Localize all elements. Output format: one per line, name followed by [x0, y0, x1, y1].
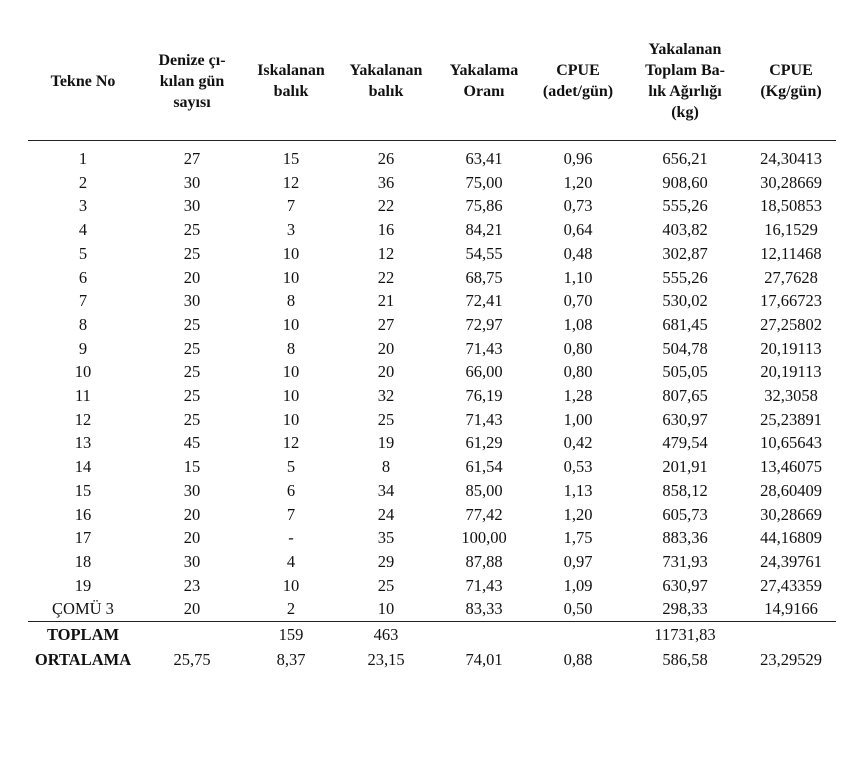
- table-row: [28, 218, 836, 242]
- footer-cell: 23,15: [367, 650, 405, 670]
- table-cell: 681,45: [662, 314, 708, 334]
- table-cell: 29: [377, 551, 395, 571]
- table-cell: 18,50853: [760, 196, 822, 216]
- table-cell: 30,28669: [760, 172, 822, 192]
- table-cell: 0,96: [563, 149, 593, 168]
- column-header-line: (kg): [671, 104, 699, 121]
- table-cell: 0,70: [563, 291, 593, 311]
- table-cell: 10: [282, 362, 300, 382]
- table-cell: 605,73: [662, 504, 708, 524]
- table-cell: 0,48: [563, 243, 593, 263]
- column-header-line: Iskalanan: [257, 62, 325, 79]
- table-cell: 2: [246, 597, 336, 621]
- table-cell: 30: [183, 172, 201, 192]
- table-cell: 8: [286, 291, 296, 311]
- table-cell: 0,80: [563, 338, 593, 358]
- table-row: [28, 597, 836, 621]
- table-cell: 25: [183, 314, 201, 334]
- table-cell: 23: [183, 575, 201, 595]
- column-header: [624, 36, 746, 141]
- table-cell: 20: [183, 504, 201, 524]
- table-cell: 1,00: [563, 409, 593, 429]
- table-cell: 19: [377, 433, 395, 453]
- table-cell: 0,80: [563, 362, 593, 382]
- table-cell: 10: [282, 267, 300, 287]
- table-cell: 25,23891: [760, 409, 822, 429]
- table-cell: 30: [183, 196, 201, 216]
- table-cell: 19: [74, 575, 92, 595]
- table-row: [28, 479, 836, 503]
- column-header-line: kılan gün: [159, 72, 225, 90]
- footer-cell: 0,88: [563, 650, 593, 670]
- table-cell: 30: [183, 551, 201, 571]
- column-header: [532, 36, 624, 141]
- column-header: [336, 36, 436, 141]
- table-cell: 25: [183, 386, 201, 406]
- table-row: [28, 408, 836, 432]
- table-cell: -: [288, 528, 294, 548]
- table-row: [28, 242, 836, 266]
- table-row: [28, 431, 836, 455]
- table-cell: 16,1529: [764, 220, 818, 240]
- fishing-data-table: [28, 36, 836, 672]
- table-row: [28, 574, 836, 598]
- table-row: [28, 550, 836, 574]
- data-table-container: [28, 36, 836, 672]
- table-row: [28, 266, 836, 290]
- table-cell: 908,60: [662, 172, 708, 192]
- column-header-line: balık: [368, 83, 404, 100]
- table-cell: 20: [377, 362, 395, 382]
- table-cell: 17: [74, 528, 92, 548]
- header-row: [28, 36, 836, 141]
- table-cell: 883,36: [662, 528, 708, 548]
- table-cell: 7: [78, 291, 88, 311]
- column-header-line: sayısı: [173, 93, 211, 111]
- table-cell: 28,60409: [760, 480, 822, 500]
- table-cell: 30: [183, 291, 201, 311]
- column-header: [746, 36, 836, 141]
- column-header-line: Yakalanan: [648, 41, 722, 58]
- table-cell: 807,65: [662, 386, 708, 406]
- table-cell: 75,86: [465, 196, 503, 216]
- table-cell: 1,20: [563, 504, 593, 524]
- table-cell: 72,97: [465, 314, 503, 334]
- totals-row: [28, 622, 836, 648]
- table-cell: 17,66723: [760, 291, 822, 311]
- table-cell: 18: [74, 551, 92, 571]
- table-cell: 83,33: [436, 597, 532, 621]
- table-cell: 27,7628: [764, 267, 818, 287]
- table-cell: 403,82: [662, 220, 708, 240]
- table-row: [28, 360, 836, 384]
- table-row: [28, 526, 836, 550]
- table-cell: 20: [183, 528, 201, 548]
- table-cell: 63,41: [465, 149, 503, 168]
- column-header-line: Tekne No: [50, 72, 116, 90]
- table-cell: 20: [377, 338, 395, 358]
- table-cell: 26: [377, 149, 395, 168]
- table-cell: 7: [286, 504, 296, 524]
- table-cell: 2: [78, 172, 88, 192]
- table-cell: 25: [183, 243, 201, 263]
- table-cell: 555,26: [662, 267, 708, 287]
- table-row: [28, 455, 836, 479]
- table-cell: 8: [78, 314, 88, 334]
- table-cell: 32,3058: [764, 386, 818, 406]
- table-cell: 0,42: [563, 433, 593, 453]
- table-cell: 10: [282, 575, 300, 595]
- table-cell: 25: [183, 409, 201, 429]
- table-cell: 22: [377, 196, 395, 216]
- table-cell: 10: [282, 243, 300, 263]
- column-header-line: lık Ağırlığı: [648, 83, 722, 100]
- table-cell: 0,53: [563, 457, 593, 477]
- table-cell: 656,21: [662, 149, 708, 168]
- table-cell: 16: [74, 504, 92, 524]
- table-cell: 858,12: [662, 480, 708, 500]
- averages-row: [28, 647, 836, 672]
- footer-cell: 25,75: [173, 650, 211, 670]
- column-header-line: (Kg/gün): [760, 83, 822, 100]
- table-row: [28, 337, 836, 361]
- table-cell: 1,08: [563, 314, 593, 334]
- table-cell: 6: [286, 480, 296, 500]
- table-cell: 3: [286, 220, 296, 240]
- table-cell: 1,10: [563, 267, 593, 287]
- table-cell: 1,13: [563, 480, 593, 500]
- table-cell: 731,93: [662, 551, 708, 571]
- footer-cell: 8,37: [276, 650, 306, 670]
- table-cell: 84,21: [465, 220, 503, 240]
- footer-cell: [746, 622, 836, 648]
- column-header-line: Yakalanan: [349, 62, 423, 79]
- column-header: [246, 36, 336, 141]
- table-cell: 68,75: [465, 267, 503, 287]
- table-cell: 0,97: [563, 551, 593, 571]
- column-header: [436, 36, 532, 141]
- table-cell: 1,09: [563, 575, 593, 595]
- table-header: [28, 36, 836, 141]
- table-cell: 24: [377, 504, 395, 524]
- table-cell: 72,41: [465, 291, 503, 311]
- table-cell: 45: [183, 433, 201, 453]
- table-cell: 0,64: [563, 220, 593, 240]
- table-cell: 76,19: [465, 386, 503, 406]
- table-cell: 27,25802: [760, 314, 822, 334]
- table-cell: 13,46075: [760, 457, 822, 477]
- table-cell: 20: [138, 597, 246, 621]
- table-cell: 77,42: [465, 504, 503, 524]
- table-cell: 15: [183, 457, 201, 477]
- table-cell: 0,50: [532, 597, 624, 621]
- table-cell: 71,43: [465, 575, 503, 595]
- table-cell: 30,28669: [760, 504, 822, 524]
- table-cell: 5: [286, 457, 296, 477]
- table-cell: 25: [183, 220, 201, 240]
- table-cell: 75,00: [465, 172, 503, 192]
- table-cell: 630,97: [662, 409, 708, 429]
- footer-cell: 463: [373, 625, 399, 645]
- table-cell: 10,65643: [760, 433, 822, 453]
- table-cell: 6: [78, 267, 88, 287]
- footer-cell: [532, 622, 624, 648]
- table-cell: 555,26: [662, 196, 708, 216]
- table-cell: 71,43: [465, 409, 503, 429]
- table-row: [28, 384, 836, 408]
- table-cell: 12: [74, 409, 92, 429]
- column-header-line: CPUE: [769, 62, 813, 79]
- column-header: [138, 36, 246, 141]
- table-cell: 12: [282, 172, 300, 192]
- table-cell: 4: [78, 220, 88, 240]
- table-cell: 27: [183, 149, 201, 168]
- column-header-line: (adet/gün): [542, 83, 614, 100]
- table-cell: 10: [282, 386, 300, 406]
- table-cell: 9: [78, 338, 88, 358]
- table-cell: 479,54: [662, 433, 708, 453]
- table-cell: 10: [282, 409, 300, 429]
- table-cell: 16: [377, 220, 395, 240]
- table-cell: 32: [377, 386, 395, 406]
- table-row: [28, 289, 836, 313]
- table-cell: 12: [282, 433, 300, 453]
- table-cell: 3: [78, 196, 88, 216]
- column-header-line: balık: [273, 83, 309, 100]
- table-cell: 22: [377, 267, 395, 287]
- table-row: [28, 171, 836, 195]
- table-cell: 85,00: [465, 480, 503, 500]
- table-cell: 20,19113: [760, 338, 822, 358]
- table-cell: 25: [377, 575, 395, 595]
- footer-label: ORTALAMA: [34, 650, 132, 670]
- table-cell: 27: [377, 314, 395, 334]
- table-cell: 13: [74, 433, 92, 453]
- table-cell: 71,43: [465, 338, 503, 358]
- table-cell: 1,28: [563, 386, 593, 406]
- column-header-line: Oranı: [463, 83, 505, 100]
- table-cell: 10: [336, 597, 436, 621]
- table-cell: 14,9166: [746, 597, 836, 621]
- table-cell: 504,78: [662, 338, 708, 358]
- table-cell: 12,11468: [760, 243, 822, 263]
- table-cell: 10: [282, 314, 300, 334]
- table-cell: 5: [78, 243, 88, 263]
- table-cell: 298,33: [624, 597, 746, 621]
- table-cell: 44,16809: [760, 528, 822, 548]
- table-body: [28, 141, 836, 622]
- table-cell: 11: [75, 386, 91, 406]
- table-cell: 66,00: [465, 362, 503, 382]
- table-cell: 54,55: [465, 243, 503, 263]
- footer-cell: [436, 622, 532, 648]
- table-cell: 87,88: [465, 551, 503, 571]
- footer-cell: [138, 622, 246, 648]
- table-cell: 30: [183, 480, 201, 500]
- footer-cell: 586,58: [662, 650, 708, 670]
- table-cell: 530,02: [662, 291, 708, 311]
- table-cell: 505,05: [662, 362, 708, 382]
- table-row: [28, 141, 836, 171]
- table-cell: 20,19113: [760, 362, 822, 382]
- table-cell: 7: [286, 196, 296, 216]
- table-cell: 15: [74, 480, 92, 500]
- table-cell: 1,20: [563, 172, 593, 192]
- table-cell: 27,43359: [760, 575, 822, 595]
- table-cell: 21: [377, 291, 395, 311]
- table-row: [28, 503, 836, 527]
- table-cell: 4: [286, 551, 296, 571]
- table-cell: 20: [183, 267, 201, 287]
- table-row: [28, 194, 836, 218]
- table-cell: 35: [377, 528, 395, 548]
- table-cell: 100,00: [461, 528, 507, 548]
- table-row: [28, 313, 836, 337]
- footer-cell: 159: [278, 625, 304, 645]
- table-cell: ÇOMÜ 3: [28, 597, 138, 621]
- table-cell: 1,75: [563, 528, 593, 548]
- table-cell: 36: [377, 172, 395, 192]
- table-cell: 24,39761: [760, 551, 822, 571]
- table-cell: 10: [74, 362, 92, 382]
- table-cell: 25: [183, 338, 201, 358]
- table-cell: 201,91: [662, 457, 708, 477]
- table-cell: 8: [381, 457, 391, 477]
- column-header-line: Yakalama: [449, 62, 519, 79]
- table-cell: 61,29: [465, 433, 503, 453]
- footer-cell: 23,29529: [760, 650, 822, 670]
- table-cell: 0,73: [563, 196, 593, 216]
- table-cell: 15: [282, 149, 300, 168]
- table-cell: 630,97: [662, 575, 708, 595]
- column-header-line: CPUE: [556, 62, 600, 79]
- table-cell: 25: [183, 362, 201, 382]
- table-cell: 302,87: [662, 243, 708, 263]
- column-header-line: Denize çı-: [158, 51, 226, 69]
- column-header-line: Toplam Ba-: [645, 62, 725, 79]
- table-cell: 61,54: [465, 457, 503, 477]
- footer-label: TOPLAM: [46, 625, 120, 645]
- footer-cell: 74,01: [465, 650, 503, 670]
- table-cell: 8: [286, 338, 296, 358]
- table-cell: 25: [377, 409, 395, 429]
- table-cell: 34: [377, 480, 395, 500]
- table-cell: 12: [377, 243, 395, 263]
- table-cell: 14: [74, 457, 92, 477]
- table-cell: 1: [78, 149, 88, 168]
- footer-cell: 11731,83: [654, 625, 716, 645]
- table-cell: 24,30413: [760, 149, 822, 168]
- table-footer: [28, 622, 836, 673]
- column-header: [28, 36, 138, 141]
